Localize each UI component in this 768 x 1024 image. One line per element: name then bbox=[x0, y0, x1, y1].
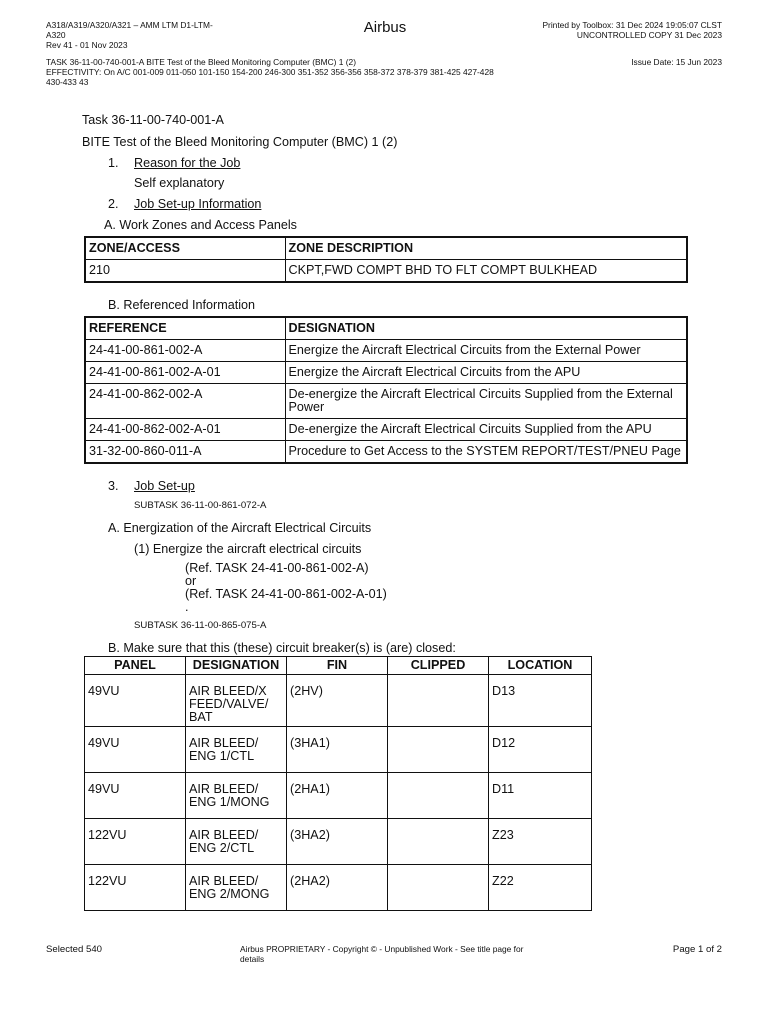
designation-cell: De-energize the Aircraft Electrical Circuits Supplied from the APU bbox=[285, 419, 687, 441]
ref-period: . bbox=[185, 600, 189, 614]
zone-cell: 210 bbox=[85, 260, 285, 283]
panel-cell: 49VU bbox=[85, 727, 186, 773]
clipped-cell bbox=[388, 773, 489, 819]
refs-header-cell: DESIGNATION bbox=[285, 317, 687, 340]
ref-or: or bbox=[185, 574, 197, 588]
header-manual-cont: A320 bbox=[46, 29, 66, 40]
header-doc-info bbox=[46, 21, 246, 50]
header-publisher: Airbus bbox=[363, 19, 407, 36]
designation-cell: AIR BLEED/ ENG 1/CTL bbox=[186, 727, 287, 773]
ref-task-1: (Ref. TASK 24-41-00-861-002-A) bbox=[185, 561, 369, 575]
step-b: B. Make sure that this (these) circuit breaker(s) is (are) closed: bbox=[108, 641, 456, 655]
table-row bbox=[85, 340, 687, 362]
designation-cell: Energize the Aircraft Electrical Circuits from the APU bbox=[285, 362, 687, 384]
table-row bbox=[85, 362, 687, 384]
section-1-number: 1. bbox=[108, 156, 119, 170]
section-2-number: 2. bbox=[108, 197, 119, 211]
zones-header-cell: ZONE DESCRIPTION bbox=[285, 237, 687, 260]
section-1-heading bbox=[108, 155, 692, 171]
clipped-cell bbox=[388, 865, 489, 911]
task-id: Task 36-11-00-740-001-A bbox=[82, 113, 224, 127]
step-a: A. Energization of the Aircraft Electrical Circuits bbox=[108, 521, 372, 535]
reference-cell: 24-41-00-862-002-A-01 bbox=[85, 419, 285, 441]
fin-cell: (2HA1) bbox=[287, 773, 388, 819]
header-print-info bbox=[462, 21, 722, 41]
clipped-cell bbox=[388, 727, 489, 773]
zones-header-row bbox=[85, 237, 687, 260]
fin-cell: (3HA1) bbox=[287, 727, 388, 773]
designation-cell: AIR BLEED/ ENG 2/MONG bbox=[186, 865, 287, 911]
zones-table bbox=[84, 236, 688, 283]
clipped-cell bbox=[388, 819, 489, 865]
fin-cell: (2HV) bbox=[287, 675, 388, 727]
task-title: BITE Test of the Bleed Monitoring Computer (BMC) 1 (2) bbox=[82, 135, 398, 149]
panel-cell: 49VU bbox=[85, 773, 186, 819]
table-row bbox=[85, 675, 592, 727]
table-row bbox=[85, 419, 687, 441]
section-2-title: Job Set-up Information bbox=[134, 197, 262, 211]
panel-cell: 49VU bbox=[85, 675, 186, 727]
refs-label: B. Referenced Information bbox=[108, 298, 256, 312]
refs-header-row bbox=[85, 317, 687, 340]
panel-cell: 122VU bbox=[85, 819, 186, 865]
section-3-title: Job Set-up bbox=[134, 479, 195, 493]
footer-page-number: Page 1 of 2 bbox=[672, 944, 722, 955]
header-effectivity: EFFECTIVITY: On A/C 001-009 011-050 101-150 154-200 246-300 351-352 356-356 358-372 378-379 381-425 427-428 bbox=[46, 66, 494, 77]
table-row bbox=[85, 441, 687, 464]
header-issue-date: Issue Date: 15 Jun 2023 bbox=[631, 57, 722, 67]
footer-selected: Selected 540 bbox=[46, 944, 103, 955]
cb-header-cell: DESIGNATION bbox=[186, 657, 287, 675]
reference-cell: 24-41-00-862-002-A bbox=[85, 384, 285, 419]
cb-header-cell: FIN bbox=[287, 657, 388, 675]
designation-cell: AIR BLEED/ ENG 2/CTL bbox=[186, 819, 287, 865]
references-table bbox=[84, 316, 688, 464]
location-cell: Z23 bbox=[489, 819, 592, 865]
task-body bbox=[82, 112, 692, 911]
designation-cell: Energize the Aircraft Electrical Circuits from the External Power bbox=[285, 340, 687, 362]
table-row bbox=[85, 865, 592, 911]
header-effectivity-cont: 430-433 43 bbox=[46, 76, 89, 87]
subtask-1: SUBTASK 36-11-00-861-072-A bbox=[134, 500, 267, 511]
header-printed-by: Printed by Toolbox: 31 Dec 2024 19:05:07 CLST bbox=[542, 20, 722, 30]
reference-cell: 24-41-00-861-002-A bbox=[85, 340, 285, 362]
section-1-text: Self explanatory bbox=[134, 176, 225, 190]
table-row bbox=[85, 260, 687, 283]
designation-cell: Procedure to Get Access to the SYSTEM REPORT/TEST/PNEU Page bbox=[285, 441, 687, 464]
step-a-1: (1) Energize the aircraft electrical circuits bbox=[134, 542, 362, 556]
location-cell: D11 bbox=[489, 773, 592, 819]
section-3-number: 3. bbox=[108, 479, 119, 493]
panel-cell: 122VU bbox=[85, 865, 186, 911]
header-manual: A318/A319/A320/A321 – AMM LTM D1-LTM- bbox=[46, 20, 213, 30]
location-cell: D13 bbox=[489, 675, 592, 727]
reference-cell: 24-41-00-861-002-A-01 bbox=[85, 362, 285, 384]
fin-cell: (2HA2) bbox=[287, 865, 388, 911]
reference-cell: 31-32-00-860-011-A bbox=[85, 441, 285, 464]
zones-header-cell: ZONE/ACCESS bbox=[85, 237, 285, 260]
ref-task-2: (Ref. TASK 24-41-00-861-002-A-01) bbox=[185, 587, 387, 601]
section-1-title: Reason for the Job bbox=[134, 156, 241, 170]
header-task: TASK 36-11-00-740-001-A BITE Test of the Bleed Monitoring Computer (BMC) 1 (2) bbox=[46, 57, 357, 67]
subtask-2: SUBTASK 36-11-00-865-075-A bbox=[134, 620, 267, 631]
footer-proprietary: Airbus PROPRIETARY - Copyright © - Unpublished Work - See title page for details bbox=[240, 944, 524, 964]
designation-cell: AIR BLEED/X FEED/VALVE/ BAT bbox=[186, 675, 287, 727]
step-a-1-refs bbox=[185, 562, 692, 614]
fin-cell: (3HA2) bbox=[287, 819, 388, 865]
header-task-effectivity bbox=[46, 58, 516, 87]
table-row bbox=[85, 773, 592, 819]
cb-header-cell: LOCATION bbox=[489, 657, 592, 675]
refs-header-cell: REFERENCE bbox=[85, 317, 285, 340]
table-row bbox=[85, 819, 592, 865]
cb-header-row bbox=[85, 657, 592, 675]
header-revision: Rev 41 - 01 Nov 2023 bbox=[46, 39, 128, 50]
circuit-breaker-table bbox=[84, 656, 592, 911]
cb-header-cell: PANEL bbox=[85, 657, 186, 675]
table-row bbox=[85, 727, 592, 773]
zones-label: A. Work Zones and Access Panels bbox=[104, 218, 297, 232]
location-cell: D12 bbox=[489, 727, 592, 773]
clipped-cell bbox=[388, 675, 489, 727]
header-uncontrolled: UNCONTROLLED COPY 31 Dec 2023 bbox=[576, 29, 722, 40]
location-cell: Z22 bbox=[489, 865, 592, 911]
section-2-heading bbox=[108, 196, 692, 212]
section-3-heading bbox=[108, 478, 692, 494]
zone-description-cell: CKPT,FWD COMPT BHD TO FLT COMPT BULKHEAD bbox=[285, 260, 687, 283]
table-row bbox=[85, 384, 687, 419]
cb-header-cell: CLIPPED bbox=[388, 657, 489, 675]
designation-cell: De-energize the Aircraft Electrical Circuits Supplied from the External Power bbox=[285, 384, 687, 419]
designation-cell: AIR BLEED/ ENG 1/MONG bbox=[186, 773, 287, 819]
